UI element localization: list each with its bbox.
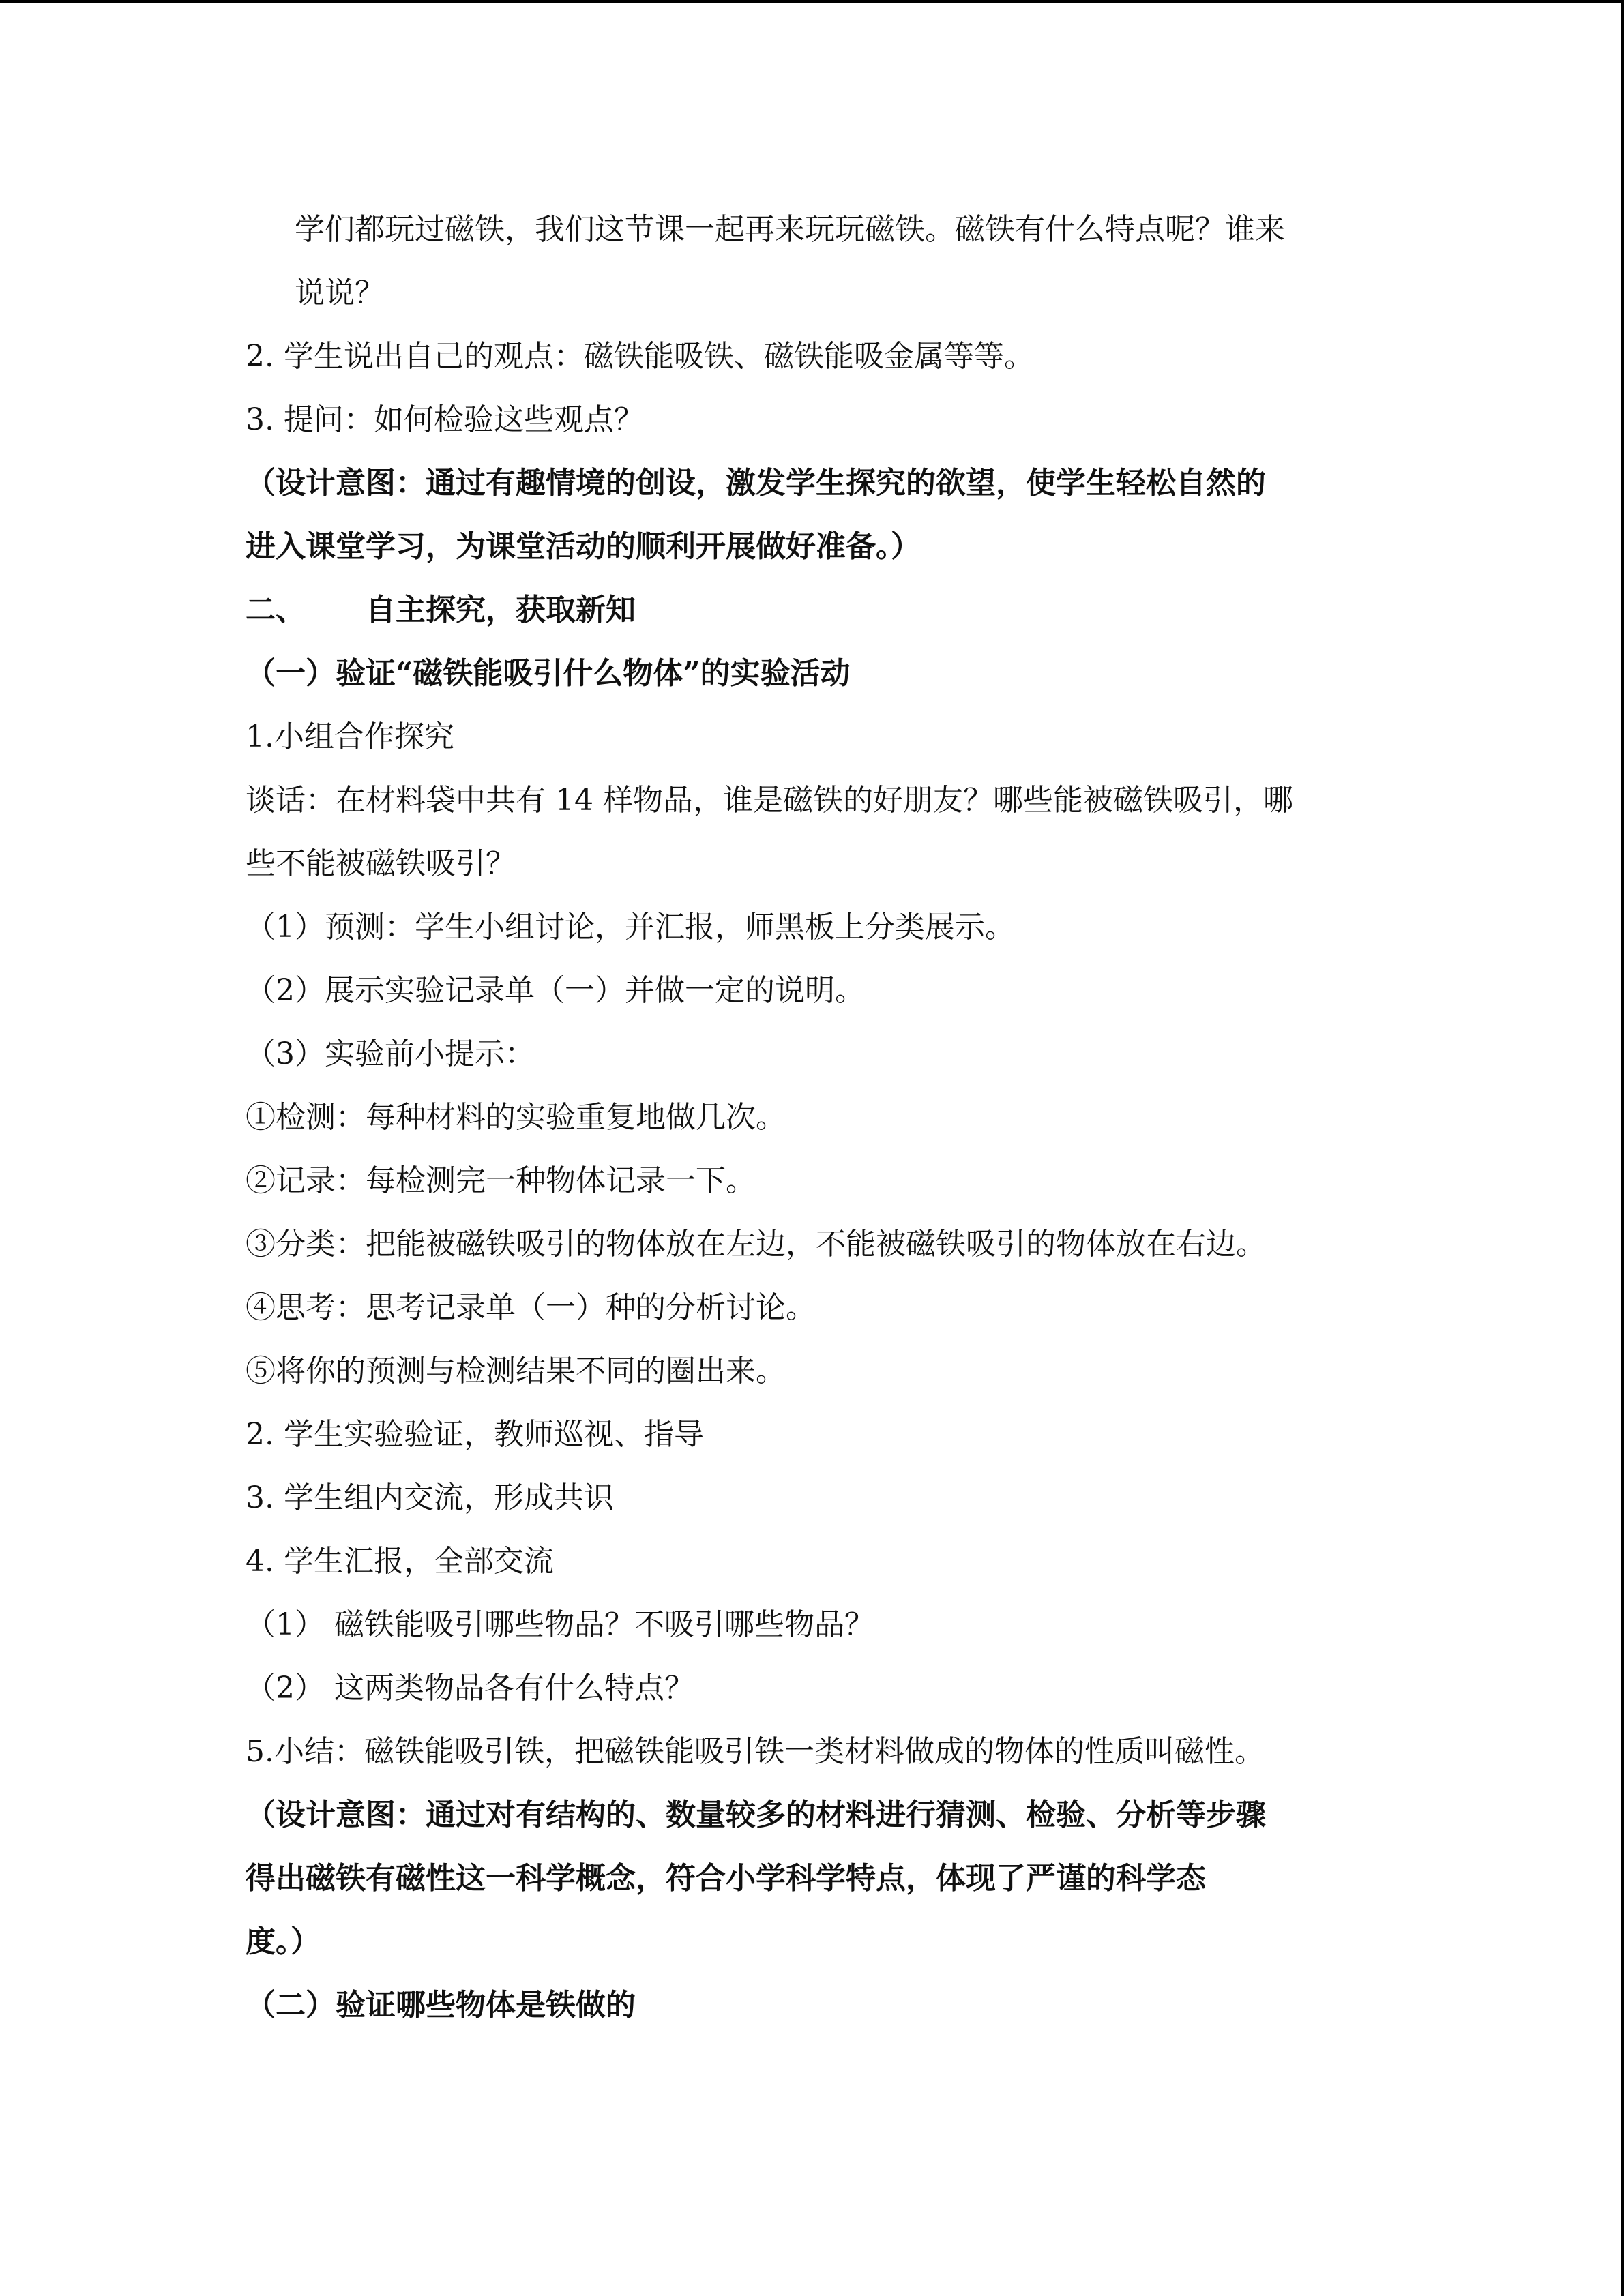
design-intent-1-line-2: 进入课堂学习，为课堂活动的顺利开展做好准备。）: [246, 529, 921, 564]
tip-1: ①检测：每种材料的实验重复地做几次。: [246, 1100, 786, 1135]
design-intent-1-line-1: （设计意图：通过有趣情境的创设，激发学生探究的欲望，使学生轻松自然的: [246, 466, 1266, 501]
tip-2: ②记录：每检测完一种物体记录一下。: [246, 1163, 756, 1198]
item-2: （2）展示实验记录单（一）并做一定的说明。: [246, 973, 865, 1008]
design-intent-2-line-2: 得出磁铁有磁性这一科学概念，符合小学科学特点，体现了严谨的科学态: [246, 1861, 1206, 1896]
summary: 5.小结：磁铁能吸引铁，把磁铁能吸引铁一类材料做成的物体的性质叫磁性。: [246, 1734, 1265, 1769]
design-intent-2-line-1: （设计意图：通过对有结构的、数量较多的材料进行猜测、检验、分析等步骤: [246, 1798, 1266, 1832]
intro-line-2: 说说？: [295, 275, 385, 310]
talk-line-2: 些不能被磁铁吸引？: [246, 846, 516, 881]
step-b3: 3. 学生组内交流，形成共识: [246, 1480, 614, 1515]
item-1: （1）预测：学生小组讨论，并汇报，师黑板上分类展示。: [246, 910, 1015, 944]
section-2-heading: [246, 578, 1378, 642]
section-2-title: 自主探究，获取新知: [366, 593, 636, 627]
section-2-number: 二、: [246, 593, 306, 627]
group-inquiry: 1.小组合作探究: [246, 719, 454, 754]
talk-line-1: 谈话：在材料袋中共有 14 样物品，谁是磁铁的好朋友？哪些能被磁铁吸引，哪: [246, 783, 1293, 818]
step-3: 3. 提问：如何检验这些观点？: [246, 402, 644, 437]
design-intent-2-line-3: 度。）: [246, 1924, 321, 1959]
subsection-2-title: （二）验证哪些物体是铁做的: [246, 1988, 636, 2023]
question-1: （1） 磁铁能吸引哪些物品？不吸引哪些物品？: [246, 1607, 874, 1642]
tip-3: ③分类：把能被磁铁吸引的物体放在左边，不能被磁铁吸引的物体放在右边。: [246, 1227, 1266, 1262]
page-border-right: [1621, 0, 1624, 2296]
tip-5: ⑤将你的预测与检测结果不同的圈出来。: [246, 1354, 786, 1388]
intro-line-1: 学们都玩过磁铁，我们这节课一起再来玩玩磁铁。磁铁有什么特点呢？谁来: [295, 212, 1285, 247]
step-b2: 2. 学生实验验证，教师巡视、指导: [246, 1417, 704, 1452]
tip-4: ④思考：思考记录单（一）种的分析讨论。: [246, 1290, 816, 1325]
document-body: [246, 198, 1378, 2037]
step-b4: 4. 学生汇报，全部交流: [246, 1544, 554, 1579]
page-border-top: [0, 0, 1624, 3]
subsection-1-title: （一）验证“磁铁能吸引什么物体”的实验活动: [246, 656, 851, 691]
step-2: 2. 学生说出自己的观点：磁铁能吸铁、磁铁能吸金属等等。: [246, 339, 1034, 374]
item-3: （3）实验前小提示：: [246, 1037, 535, 1071]
question-2: （2） 这两类物品各有什么特点？: [246, 1671, 694, 1705]
